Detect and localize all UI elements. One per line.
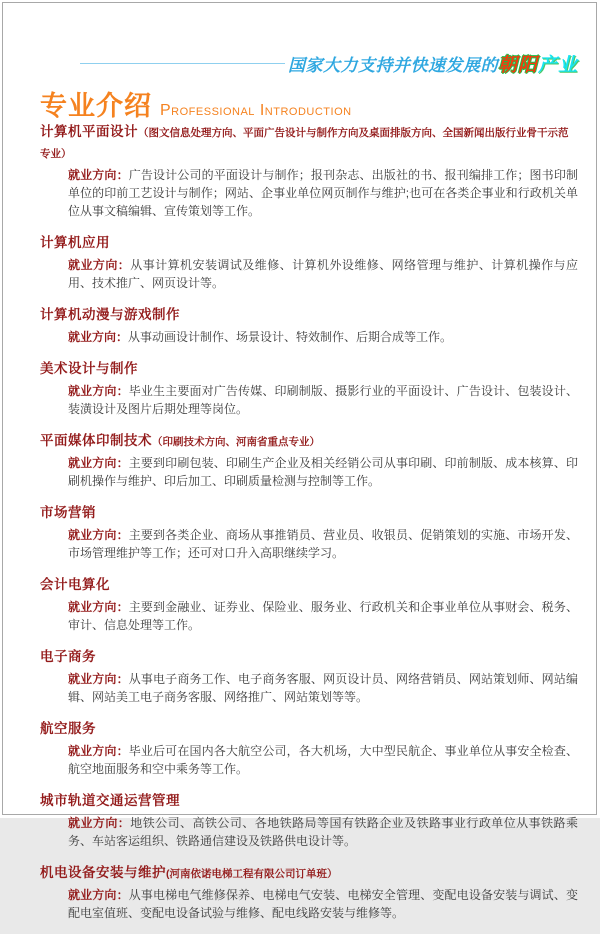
major-heading — [40, 790, 578, 811]
major-heading — [40, 304, 578, 325]
major-title: 美术设计与制作 — [40, 361, 138, 376]
major-section — [40, 646, 578, 706]
major-section — [40, 121, 578, 220]
employment-direction-label: 就业方向： — [68, 672, 129, 686]
major-title: 计算机动漫与游戏制作 — [40, 307, 180, 322]
major-subtitle: (河南依诺电梯工程有限公司订单班） — [166, 868, 338, 880]
page-title-chinese: 专业介绍 — [40, 91, 152, 121]
employment-direction-label: 就业方向： — [68, 330, 129, 344]
major-description — [68, 670, 578, 706]
page-title — [40, 84, 352, 123]
major-description — [68, 742, 578, 778]
page-title-english: Professional Introduction — [160, 102, 352, 119]
slogan-highlight-chaoyang: 朝阳 — [497, 55, 538, 76]
major-subtitle: （图文信息处理方向、平面广告设计与制作方向及桌面排版方向、全国新闻出版行业骨干示范专业） — [40, 127, 569, 160]
employment-direction-label: 就业方向： — [68, 600, 129, 614]
major-heading — [40, 358, 578, 379]
employment-direction-text: 地铁公司、高铁公司、各地铁路局等国有铁路企业及铁路事业行政单位从事铁路乘务、车站客运组织、铁路通信建设及铁路供电设计等。 — [68, 816, 578, 848]
employment-direction-text: 从事电子商务工作、电子商务客服、网页设计员、网络营销员、网站策划师、网站编辑、网站美工电子商务客服、网络推广、网站策划等等。 — [68, 672, 578, 704]
major-section — [40, 574, 578, 634]
employment-direction-text: 从事电梯电气维修保养、电梯电气安装、电梯安全管理、变配电设备安装与调试、变配电室值班、变配电设备试验与维修、配电线路安装与维修等。 — [68, 888, 578, 920]
major-description — [68, 886, 578, 922]
employment-direction-text: 从事计算机安装调试及维修、计算机外设维修、网络管理与维护、计算机操作与应用、技术推广、网页设计等。 — [68, 258, 578, 290]
employment-direction-label: 就业方向： — [68, 528, 129, 542]
major-title: 市场营销 — [40, 505, 96, 520]
employment-direction-text: 主要到印刷包装、印刷生产企业及相关经销公司从事印刷、印前制版、成本核算、印刷机操作与维护、印后加工、印刷质量检测与控制等工作。 — [68, 456, 578, 488]
employment-direction-label: 就业方向： — [68, 168, 129, 182]
employment-direction-text: 主要到金融业、证券业、保险业、服务业、行政机关和企事业单位从事财会、税务、审计、信息处理等工作。 — [68, 600, 578, 632]
major-subtitle: （印刷技术方向、河南省重点专业） — [152, 436, 320, 448]
employment-direction-label: 就业方向： — [68, 888, 129, 902]
major-title: 平面媒体印制技术 — [40, 433, 152, 448]
slogan-text: 国家大力支持并快速发展的 — [287, 56, 498, 75]
major-heading — [40, 430, 578, 451]
major-heading — [40, 646, 578, 667]
major-description — [68, 814, 578, 850]
major-title: 机电设备安装与维护 — [40, 865, 166, 880]
major-section — [40, 502, 578, 562]
major-description — [68, 598, 578, 634]
major-description — [68, 328, 578, 346]
major-description — [68, 526, 578, 562]
employment-direction-text: 从事动画设计制作、场景设计、特效制作、后期合成等工作。 — [128, 330, 453, 344]
major-heading — [40, 502, 578, 523]
major-title: 航空服务 — [40, 721, 96, 736]
major-section — [40, 232, 578, 292]
major-section — [40, 790, 578, 850]
major-heading — [40, 718, 578, 739]
major-title: 计算机平面设计 — [40, 124, 138, 139]
major-description — [68, 166, 578, 220]
employment-direction-label: 就业方向： — [68, 258, 131, 272]
major-description — [68, 256, 578, 292]
major-heading — [40, 121, 578, 163]
major-title: 会计电算化 — [40, 577, 110, 592]
major-title: 计算机应用 — [40, 235, 110, 250]
major-section — [40, 430, 578, 490]
major-section — [40, 718, 578, 778]
employment-direction-label: 就业方向： — [68, 816, 131, 830]
employment-direction-label: 就业方向： — [68, 456, 129, 470]
page-header — [80, 50, 578, 77]
major-description — [68, 454, 578, 490]
major-heading — [40, 862, 578, 883]
major-section — [40, 862, 578, 922]
major-title: 城市轨道交通运营管理 — [40, 793, 180, 808]
major-title: 电子商务 — [40, 649, 96, 664]
employment-direction-label: 就业方向： — [68, 384, 129, 398]
header-divider-line — [80, 63, 285, 64]
major-section — [40, 358, 578, 418]
employment-direction-text: 毕业后可在国内各大航空公司，各大机场，大中型民航企、事业单位从事安全检查、航空地面服务和空中乘务等工作。 — [68, 744, 578, 776]
major-section — [40, 304, 578, 346]
majors-list — [40, 121, 578, 934]
employment-direction-text: 毕业生主要面对广告传媒、印刷制版、摄影行业的平面设计、广告设计、包装设计、装潢设计及图片后期处理等岗位。 — [68, 384, 578, 416]
slogan-highlight-chanye: 产业 — [537, 55, 578, 76]
major-description — [68, 382, 578, 418]
major-heading — [40, 574, 578, 595]
employment-direction-text: 广告设计公司的平面设计与制作；报刊杂志、出版社的书、报刊编排工作；图书印制单位的印前工艺设计与制作；网站、企事业单位网页制作与维护;也可在各类企事业和行政机关单位从事文稿编辑、宣传策划等工作。 — [68, 168, 578, 218]
employment-direction-label: 就业方向： — [68, 744, 129, 758]
major-heading — [40, 232, 578, 253]
employment-direction-text: 主要到各类企业、商场从事推销员、营业员、收银员、促销策划的实施、市场开发、市场管理维护等工作；还可对口升入高职继续学习。 — [68, 528, 578, 560]
